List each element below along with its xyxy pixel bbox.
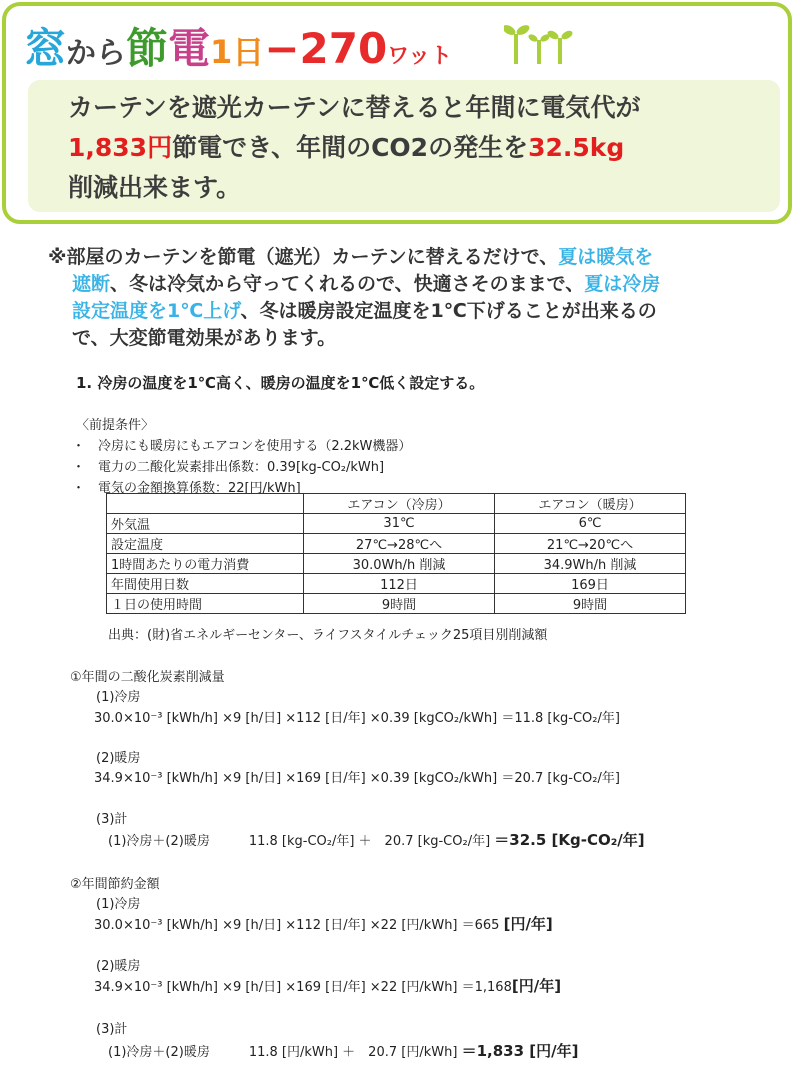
co2-total-result: ＝32.5 [Kg-CO₂/年] — [494, 831, 645, 849]
co2-cool-formula: 30.0×10⁻³ [kWh/h] ×9 [h/日] ×112 [日/年] ×0.39 [kgCO₂/kWh] ＝11.8 [kg-CO₂/年] — [94, 711, 620, 726]
table-header: エアコン（暖房） — [495, 494, 686, 514]
table-row — [107, 514, 686, 534]
summary-panel — [28, 80, 780, 212]
condition-item: ・ 電気の金額換算係数：22[円/kWh] — [72, 481, 301, 496]
title-part: ワット — [387, 44, 453, 69]
condition-item: ・ 冷房にも暖房にもエアコンを使用する（2.2kW機器） — [72, 439, 412, 454]
note-highlight: 設定温度を1℃上げ — [72, 300, 241, 322]
table-cell: 6℃ — [495, 514, 686, 534]
table-cell: 30.0Wh/h 削減 — [304, 554, 495, 574]
table-cell: 設定温度 — [107, 534, 304, 554]
money-cool-formula — [94, 913, 553, 934]
title-part: 窓 — [24, 24, 67, 73]
table-source: 出典：(財)省エネルギーセンター、ライフスタイルチェック25項目別削減額 — [108, 628, 548, 643]
co2-total-formula — [108, 829, 645, 850]
summary-line: 削減出来ます。 — [68, 173, 242, 202]
table-cell: 9時間 — [495, 594, 686, 614]
section-title: 1. 冷房の温度を1℃高く、暖房の温度を1℃低く設定する。 — [76, 374, 485, 392]
table-row — [107, 594, 686, 614]
note-highlight: 遮断 — [72, 273, 111, 295]
table-cell: 9時間 — [304, 594, 495, 614]
total-formula-text: (1)冷房＋(2)暖房 11.8 [円/kWh] ＋ 20.7 [円/kWh] — [108, 1045, 458, 1060]
table-header — [107, 494, 304, 514]
title-part: 1日 — [210, 33, 265, 71]
co2-cool-label: (1)冷房 — [96, 690, 141, 705]
sprout-icon — [504, 18, 574, 66]
table-row — [107, 574, 686, 594]
table-cell: 1時間あたりの電力消費 — [107, 554, 304, 574]
money-heat-formula — [94, 975, 561, 996]
money-total-label: (3)計 — [96, 1022, 128, 1037]
note-text: 、冬は暖房設定温度を1℃下げることが出来るの — [240, 300, 657, 322]
yen-amount: 1,833円 — [68, 133, 173, 162]
title-part: −270 — [264, 24, 388, 73]
table-cell: １日の使用時間 — [107, 594, 304, 614]
formula-unit: [円/年] — [503, 915, 553, 933]
table-cell: 112日 — [304, 574, 495, 594]
summary-box — [2, 2, 792, 224]
note-text: 、冬は冷気から守ってくれるので、快適さそのままで、 — [110, 273, 585, 295]
co2-heading: ①年間の二酸化炭素削減量 — [70, 670, 225, 685]
note-paragraph — [48, 244, 768, 352]
note-highlight: 夏は暖気を — [558, 246, 654, 268]
table-cell: 34.9Wh/h 削減 — [495, 554, 686, 574]
conditions-heading: 〈前提条件〉 — [76, 418, 155, 433]
table-cell: 21℃→20℃へ — [495, 534, 686, 554]
formula-unit: [円/年] — [511, 977, 562, 995]
total-formula-text: (1)冷房＋(2)暖房 11.8 [kg-CO₂/年] ＋ 20.7 [kg-CO₂/年] — [108, 834, 491, 849]
table-cell: 31℃ — [304, 514, 495, 534]
formula-text: 34.9×10⁻³ [kWh/h] ×9 [h/日] ×169 [日/年] ×22 [円/kWh] ＝1,168 — [94, 980, 512, 995]
note-text: で、大変節電効果があります。 — [72, 327, 337, 349]
co2-heat-formula: 34.9×10⁻³ [kWh/h] ×9 [h/日] ×169 [日/年] ×0.39 [kgCO₂/kWh] ＝20.7 [kg-CO₂/年] — [94, 771, 620, 786]
table-cell: 27℃→28℃へ — [304, 534, 495, 554]
money-total-result: ＝1,833 [円/年] — [461, 1042, 579, 1060]
title-part: 電 — [168, 24, 211, 73]
table-header-row — [107, 494, 686, 514]
formula-text: 30.0×10⁻³ [kWh/h] ×9 [h/日] ×112 [日/年] ×22 [円/kWh] ＝665 — [94, 918, 500, 933]
note-highlight: 夏は冷房 — [584, 273, 661, 295]
money-heading: ②年間節約金額 — [70, 877, 160, 892]
co2-total-label: (3)計 — [96, 812, 128, 827]
page-title — [24, 16, 452, 72]
title-part: 節 — [126, 24, 169, 73]
note-text: ※部屋のカーテンを節電（遮光）カーテンに替えるだけで、 — [48, 246, 559, 268]
summary-line — [68, 132, 624, 164]
table-cell: 年間使用日数 — [107, 574, 304, 594]
money-cool-label: (1)冷房 — [96, 897, 141, 912]
table-cell: 外気温 — [107, 514, 304, 534]
title-part: から — [66, 36, 127, 71]
table-cell: 169日 — [495, 574, 686, 594]
summary-line: カーテンを遮光カーテンに替えると年間に電気代が — [68, 93, 641, 122]
condition-item: ・ 電力の二酸化炭素排出係数：0.39[kg-CO₂/kWh] — [72, 460, 385, 475]
table-header: エアコン（冷房） — [304, 494, 495, 514]
co2-heat-label: (2)暖房 — [96, 751, 141, 766]
table-row — [107, 534, 686, 554]
table-row — [107, 554, 686, 574]
summary-text: 節電でき、年間のCO2の発生を — [172, 133, 529, 162]
conditions-table — [106, 493, 686, 614]
money-total-formula — [108, 1040, 578, 1061]
money-heat-label: (2)暖房 — [96, 959, 141, 974]
co2-amount: 32.5kg — [528, 133, 625, 162]
